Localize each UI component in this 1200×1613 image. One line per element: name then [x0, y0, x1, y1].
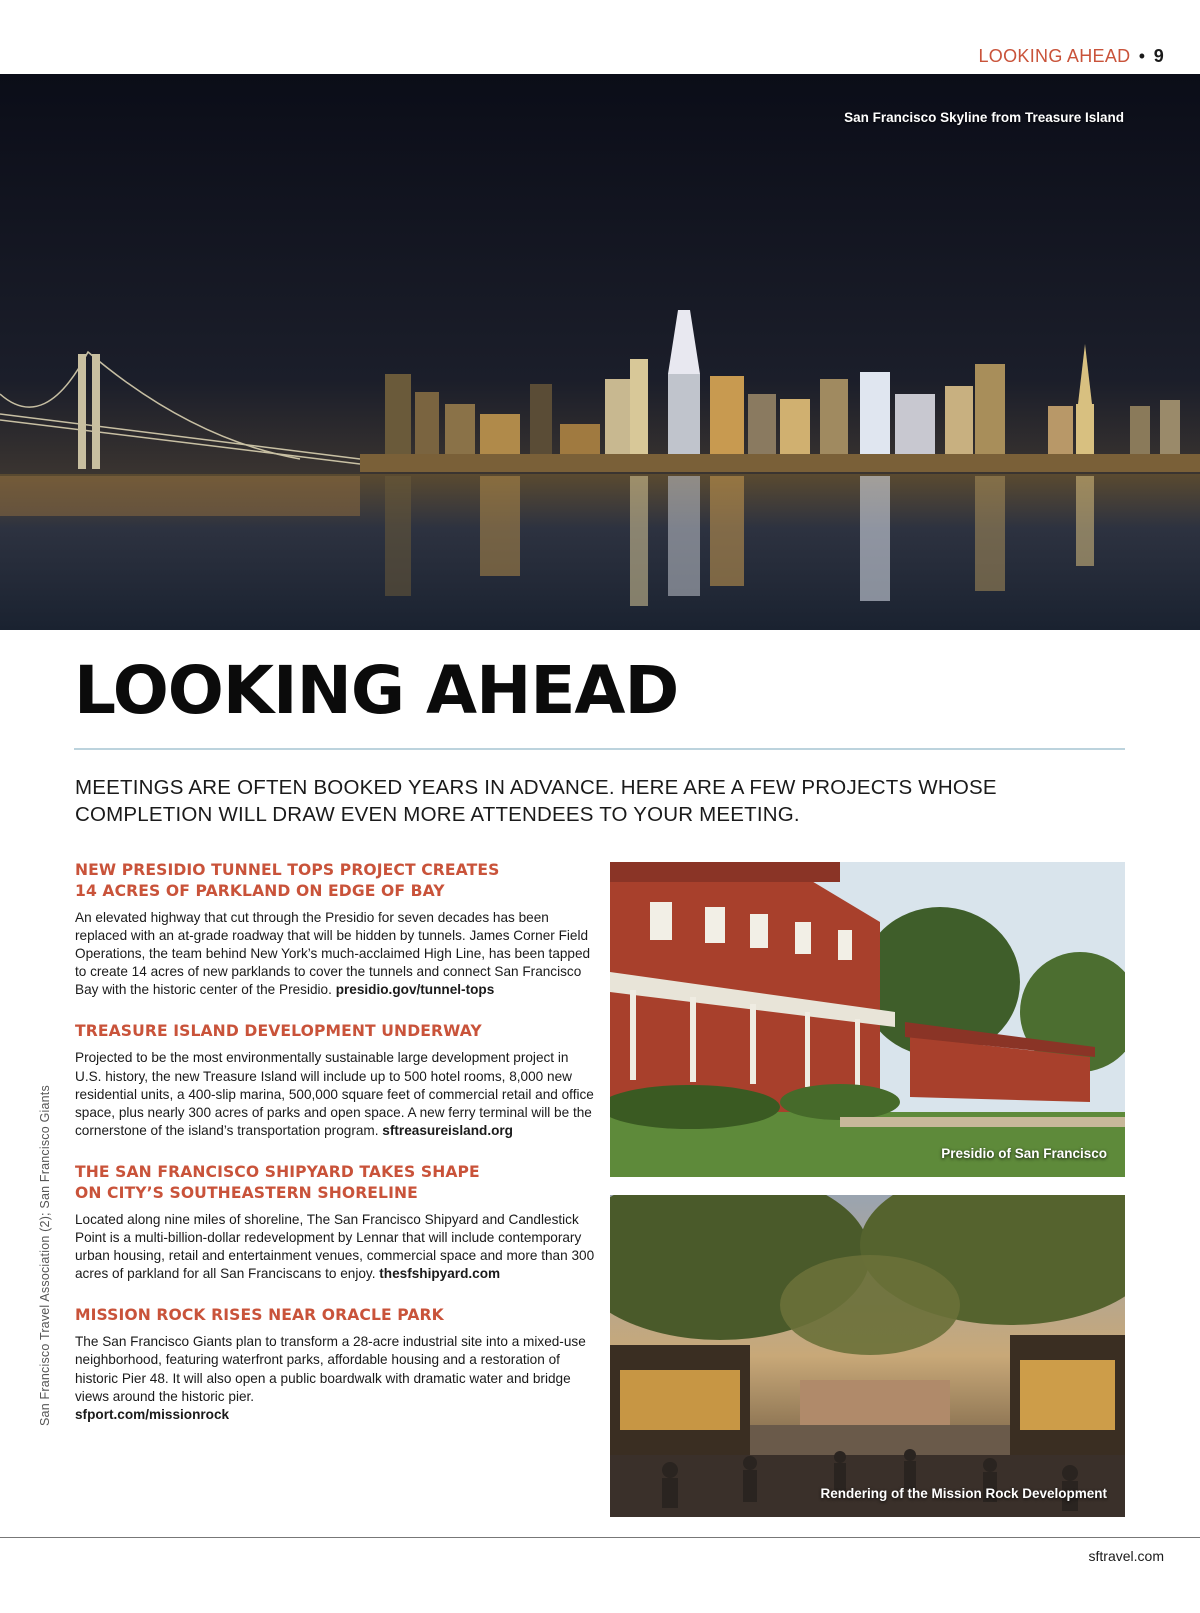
running-head-section: LOOKING AHEAD [978, 46, 1131, 66]
title-divider [74, 748, 1125, 750]
mission-rock-caption: Rendering of the Mission Rock Development [820, 1486, 1107, 1501]
hero-caption: San Francisco Skyline from Treasure Island [844, 110, 1124, 125]
article-heading [75, 1162, 595, 1204]
article-body-text: Projected to be the most environmentally sustainable large development project in U.S. history, the new Treasure Island will include up to 500 hotel rooms, 8,000 new residential units, a 400-slip marina, 500,000 square feet of commercial retail and office space, plus nearly 300 acres of parks and open space. A new ferry terminal will be the cornerstone of the island’s transportation program. [75, 1050, 594, 1138]
presidio-illustration [610, 862, 1125, 1177]
article-body-text: Located along nine miles of shoreline, The San Francisco Shipyard and Candlestick Point is a multi-billion-dollar redevelopment by Lennar that will include contemporary urban housing, retail and entertainment venues, commercial space and more than 300 acres of parkland for all San Franciscans to enjoy. [75, 1211, 595, 1282]
mission-rock-illustration [610, 1195, 1125, 1517]
article-mission-rock [75, 1305, 595, 1423]
running-head-bullet: • [1138, 46, 1146, 66]
footer-divider [0, 1537, 1200, 1538]
photo-credit: San Francisco Travel Association (2); San Francisco Giants [38, 1085, 52, 1426]
running-head [979, 46, 1165, 67]
article-heading [75, 860, 595, 902]
article-heading-line: THE SAN FRANCISCO SHIPYARD TAKES SHAPE [75, 1162, 480, 1181]
footer-url[interactable]: sftravel.com [1088, 1548, 1164, 1564]
presidio-caption: Presidio of San Francisco [941, 1146, 1107, 1161]
page-number: 9 [1153, 46, 1164, 66]
article-list [75, 860, 595, 1424]
page-title: LOOKING AHEAD [74, 652, 679, 729]
article-link[interactable]: presidio.gov/tunnel-tops [335, 982, 495, 998]
article-sf-shipyard [75, 1162, 595, 1283]
article-heading-line: NEW PRESIDIO TUNNEL TOPS PROJECT CREATES [75, 861, 500, 879]
article-body [75, 1333, 595, 1423]
article-body-text: The San Francisco Giants plan to transform a 28-acre industrial site into a mixed-use neighborhood, featuring waterfront parks, affordable housing and a restoration of historic Pier 48. It will also open a public boardwalk with dramatic water and bridge views around the historic pier. [75, 1334, 586, 1404]
article-body [75, 1049, 595, 1139]
article-body [75, 909, 595, 999]
mission-rock-photo [610, 1195, 1125, 1517]
article-heading-line: MISSION ROCK RISES NEAR ORACLE PARK [75, 1306, 444, 1325]
deck-intro: MEETINGS ARE OFTEN BOOKED YEARS IN ADVANCE. HERE ARE A FEW PROJECTS WHOSE COMPLETION WILL DRAW EVEN MORE ATTENDEES TO YOUR MEETING. [75, 776, 997, 826]
article-link[interactable]: thesfshipyard.com [379, 1266, 501, 1282]
article-heading-line: TREASURE ISLAND DEVELOPMENT UNDERWAY [75, 1022, 482, 1041]
article-heading [75, 1021, 595, 1042]
article-treasure-island [75, 1021, 595, 1139]
article-heading-line: 14 ACRES OF PARKLAND ON EDGE OF BAY [75, 882, 445, 900]
article-body [75, 1211, 595, 1283]
article-heading-line: ON CITY’S SOUTHEASTERN SHORELINE [75, 1183, 418, 1202]
article-body-text: An elevated highway that cut through the Presidio for seven decades has been replaced with an at-grade roadway that will be hidden by tunnels. James Corner Field Operations, the team behind New York’s much-acclaimed High Line, has been tapped to create 14 acres of new parklands to cover the tunnels and connect San Francisco Bay with the historic center of the Presidio. [75, 910, 591, 998]
skyline-illustration [0, 74, 1200, 630]
article-link[interactable]: sfport.com/missionrock [75, 1406, 230, 1422]
presidio-photo [610, 862, 1125, 1177]
article-presidio-tunnel-tops [75, 860, 595, 999]
article-heading [75, 1305, 595, 1326]
article-link[interactable]: sftreasureisland.org [382, 1122, 513, 1138]
hero-photo [0, 74, 1200, 630]
